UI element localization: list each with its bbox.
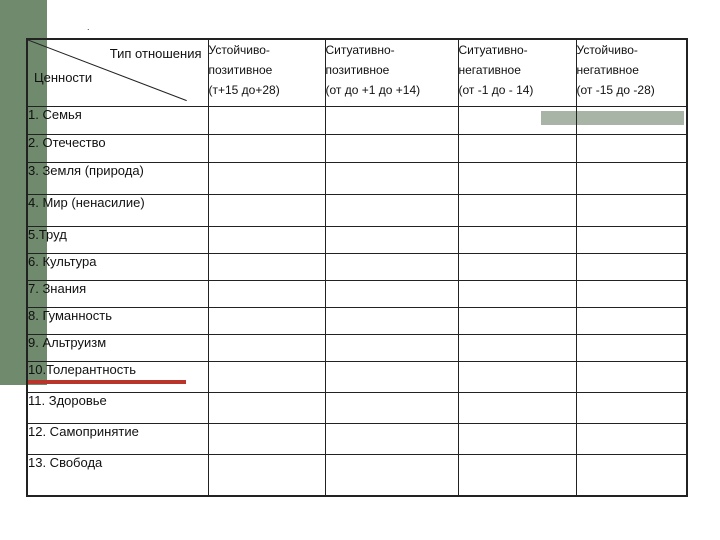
table-cell[interactable]: [576, 307, 687, 334]
table-cell[interactable]: [576, 454, 687, 496]
table-cell[interactable]: [208, 454, 325, 496]
table-row: [27, 334, 687, 361]
column-header-situational-positive: [325, 39, 458, 106]
table-row: [27, 454, 687, 496]
values-attitude-table: [26, 38, 688, 497]
table-cell[interactable]: [458, 162, 576, 194]
table-cell[interactable]: [576, 134, 687, 162]
row-label: 13. Свобода: [27, 454, 208, 496]
table-cell[interactable]: [325, 106, 458, 134]
table-cell[interactable]: [208, 423, 325, 454]
row-label: 7. Знания: [27, 280, 208, 307]
table-cell[interactable]: [325, 454, 458, 496]
table-cell[interactable]: [458, 106, 576, 134]
table-cell[interactable]: [325, 307, 458, 334]
table-cell[interactable]: [325, 361, 458, 392]
table-cell[interactable]: [576, 226, 687, 253]
table-cell[interactable]: [458, 392, 576, 423]
column-range: (от до +1 до +14): [325, 83, 421, 97]
table-cell[interactable]: [208, 392, 325, 423]
table-cell[interactable]: [576, 280, 687, 307]
table-cell[interactable]: [576, 423, 687, 454]
column-title: Устойчиво- негативное: [576, 43, 639, 77]
table-cell[interactable]: [325, 162, 458, 194]
table-cell[interactable]: [576, 392, 687, 423]
row-label: 9. Альтруизм: [27, 334, 208, 361]
table-cell[interactable]: [325, 194, 458, 226]
table-corner-cell: [27, 39, 208, 106]
table-cell[interactable]: [458, 226, 576, 253]
table-cell[interactable]: [576, 361, 687, 392]
table-cell[interactable]: [325, 226, 458, 253]
row-label: 5.Труд: [27, 226, 208, 253]
table-cell[interactable]: [208, 307, 325, 334]
table-cell[interactable]: [458, 361, 576, 392]
table-row: [27, 392, 687, 423]
table-row: [27, 361, 687, 392]
row-label: 10.Толерантность: [27, 361, 208, 392]
corner-values-label: Ценности: [34, 70, 93, 85]
table-cell[interactable]: [576, 106, 687, 134]
table-cell[interactable]: [458, 280, 576, 307]
table-cell[interactable]: [458, 454, 576, 496]
table-cell[interactable]: [458, 194, 576, 226]
table-row: [27, 253, 687, 280]
table-cell[interactable]: [208, 194, 325, 226]
table-header-row: [27, 39, 687, 106]
corner-attitude-type-label: Тип отношения: [109, 46, 202, 61]
table-cell[interactable]: [208, 106, 325, 134]
table-cell[interactable]: [325, 134, 458, 162]
table-cell[interactable]: [208, 162, 325, 194]
row-label: 12. Самопринятие: [27, 423, 208, 454]
row-label: 8. Гуманность: [27, 307, 208, 334]
column-title: Ситуативно- негативное: [458, 43, 528, 77]
table-cell[interactable]: [208, 253, 325, 280]
row-label: 3. Земля (природа): [27, 162, 208, 194]
table-cell[interactable]: [208, 226, 325, 253]
column-title: Ситуативно- позитивное: [325, 43, 395, 77]
row-label: 11. Здоровье: [27, 392, 208, 423]
column-range: (от -15 до -28): [576, 83, 655, 97]
table-cell[interactable]: [458, 253, 576, 280]
table-cell[interactable]: [458, 334, 576, 361]
table-cell[interactable]: [208, 361, 325, 392]
table-cell[interactable]: [576, 194, 687, 226]
table-cell[interactable]: [325, 253, 458, 280]
decorative-dot: .: [87, 22, 90, 32]
column-title: Устойчиво- позитивное: [208, 43, 273, 77]
column-header-stable-positive: [208, 39, 325, 106]
table-cell[interactable]: [208, 280, 325, 307]
table-row: [27, 134, 687, 162]
row-label: 1. Семья: [27, 106, 208, 134]
table-cell[interactable]: [576, 334, 687, 361]
row-label: 2. Отечество: [27, 134, 208, 162]
table-cell[interactable]: [325, 392, 458, 423]
table-cell[interactable]: [325, 423, 458, 454]
row-label: 6. Культура: [27, 253, 208, 280]
table-cell[interactable]: [576, 253, 687, 280]
table-row: [27, 194, 687, 226]
table-cell[interactable]: [208, 334, 325, 361]
table-row: [27, 162, 687, 194]
table-cell[interactable]: [458, 134, 576, 162]
column-header-situational-negative: [458, 39, 576, 106]
column-range: (т+15 до+28): [208, 83, 280, 97]
column-header-stable-negative: [576, 39, 687, 106]
table-cell[interactable]: [576, 162, 687, 194]
table-row: [27, 226, 687, 253]
table-row: [27, 106, 687, 134]
table-row: [27, 280, 687, 307]
table-cell[interactable]: [458, 307, 576, 334]
row-label: 4. Мир (ненасилие): [27, 194, 208, 226]
table-row: [27, 307, 687, 334]
table-row: [27, 423, 687, 454]
column-range: (от -1 до - 14): [458, 83, 534, 97]
table-cell[interactable]: [325, 334, 458, 361]
table-cell[interactable]: [458, 423, 576, 454]
table-cell[interactable]: [325, 280, 458, 307]
table-cell[interactable]: [208, 134, 325, 162]
